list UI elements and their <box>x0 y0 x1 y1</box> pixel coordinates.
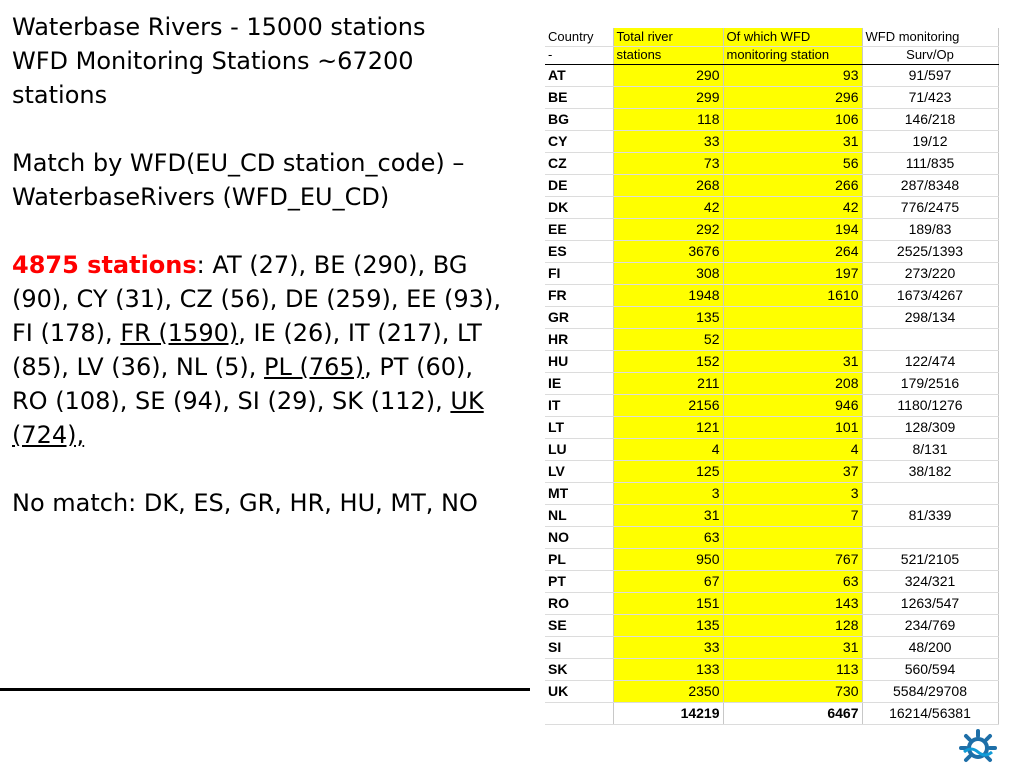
table-row <box>545 108 998 130</box>
table-row <box>545 306 998 328</box>
no-match-line: No match: DK, ES, GR, HR, HU, MT, NO <box>12 489 478 517</box>
header-cell: stations <box>613 46 723 64</box>
table-row <box>545 350 998 372</box>
divider-line <box>0 688 530 691</box>
table-cell: 560/594 <box>862 658 998 680</box>
table-cell: IT <box>545 394 613 416</box>
table-cell: 2156 <box>613 394 723 416</box>
table-cell: 946 <box>723 394 862 416</box>
table-cell: SI <box>545 636 613 658</box>
table-cell: 42 <box>723 196 862 218</box>
table-row <box>545 504 998 526</box>
match-line: Match by WFD(EU_CD station_code) – WaterbaseRivers (WFD_EU_CD) <box>12 149 465 211</box>
table-cell: 31 <box>723 130 862 152</box>
table-row <box>545 614 998 636</box>
table-cell: EE <box>545 218 613 240</box>
table-cell: 73 <box>613 152 723 174</box>
table-row <box>545 570 998 592</box>
table-cell: 42 <box>613 196 723 218</box>
table-cell: 290 <box>613 64 723 86</box>
table-row <box>545 438 998 460</box>
table-cell: AT <box>545 64 613 86</box>
table-row <box>545 482 998 504</box>
table-cell: 3 <box>613 482 723 504</box>
table-cell: HU <box>545 350 613 372</box>
table-cell: 48/200 <box>862 636 998 658</box>
table-cell: 1263/547 <box>862 592 998 614</box>
table-cell: NL <box>545 504 613 526</box>
matched-pl: PL (765) <box>264 353 365 381</box>
table-cell: 324/321 <box>862 570 998 592</box>
table-cell: 152 <box>613 350 723 372</box>
table-row <box>545 416 998 438</box>
table-cell: 143 <box>723 592 862 614</box>
table-cell: 208 <box>723 372 862 394</box>
table-cell: 63 <box>613 526 723 548</box>
table-row <box>545 284 998 306</box>
table-row <box>545 196 998 218</box>
matched-count: 4875 stations <box>12 251 197 279</box>
table-cell: 135 <box>613 614 723 636</box>
table-cell: BG <box>545 108 613 130</box>
table-cell <box>862 482 998 504</box>
table-cell: 1673/4267 <box>862 284 998 306</box>
table-cell: 1180/1276 <box>862 394 998 416</box>
table-cell: 292 <box>613 218 723 240</box>
header-cell: WFD monitoring <box>862 28 998 46</box>
table-cell: CY <box>545 130 613 152</box>
table-row <box>545 240 998 262</box>
table-cell: 299 <box>613 86 723 108</box>
table-cell: 118 <box>613 108 723 130</box>
table-cell: DK <box>545 196 613 218</box>
table-row <box>545 86 998 108</box>
table-cell: 146/218 <box>862 108 998 130</box>
table-cell: DE <box>545 174 613 196</box>
table-cell: PL <box>545 548 613 570</box>
slide-text <box>12 10 512 520</box>
table-cell: SE <box>545 614 613 636</box>
total-cell: 6467 <box>723 702 862 724</box>
table-cell: IE <box>545 372 613 394</box>
wfd-stations-line: WFD Monitoring Stations ~67200 stations <box>12 47 414 109</box>
table-cell: 111/835 <box>862 152 998 174</box>
matched-list-c: , PT (60), RO (108), SE (94), SI (29), SK (112), <box>12 353 473 415</box>
table-cell: 133 <box>613 658 723 680</box>
table-cell: 19/12 <box>862 130 998 152</box>
stations-table <box>545 28 999 725</box>
table-cell: 776/2475 <box>862 196 998 218</box>
table-cell: SK <box>545 658 613 680</box>
table-cell: 1610 <box>723 284 862 306</box>
table-cell: 151 <box>613 592 723 614</box>
table-cell: HR <box>545 328 613 350</box>
table-cell: 37 <box>723 460 862 482</box>
table-cell: 101 <box>723 416 862 438</box>
table-cell: 38/182 <box>862 460 998 482</box>
table-header-row <box>545 28 998 46</box>
table-cell: FR <box>545 284 613 306</box>
table-cell: LV <box>545 460 613 482</box>
table-row <box>545 592 998 614</box>
table-cell: 56 <box>723 152 862 174</box>
table-cell <box>862 328 998 350</box>
table-cell: 197 <box>723 262 862 284</box>
table-cell: 31 <box>723 636 862 658</box>
table-cell <box>723 328 862 350</box>
table-cell: 128 <box>723 614 862 636</box>
table-cell: 264 <box>723 240 862 262</box>
table-cell: 4 <box>613 438 723 460</box>
table-cell: 113 <box>723 658 862 680</box>
table-cell: 52 <box>613 328 723 350</box>
table-cell: 521/2105 <box>862 548 998 570</box>
table-row <box>545 130 998 152</box>
header-cell: monitoring station <box>723 46 862 64</box>
table-cell: NO <box>545 526 613 548</box>
table-row <box>545 460 998 482</box>
table-cell: 33 <box>613 636 723 658</box>
table-cell: 767 <box>723 548 862 570</box>
logo-icon <box>944 722 1004 764</box>
table-cell: LU <box>545 438 613 460</box>
table-cell <box>723 306 862 328</box>
table-cell: MT <box>545 482 613 504</box>
table-row <box>545 174 998 196</box>
table-cell: 296 <box>723 86 862 108</box>
table-cell: LT <box>545 416 613 438</box>
total-cell: 16214/56381 <box>862 702 998 724</box>
header-cell: - <box>545 46 613 64</box>
header-cell: Country <box>545 28 613 46</box>
table-cell: 266 <box>723 174 862 196</box>
table-cell: 1948 <box>613 284 723 306</box>
table-cell: 33 <box>613 130 723 152</box>
table-cell: BE <box>545 86 613 108</box>
matched-fr: FR (1590) <box>120 319 239 347</box>
table-cell: 308 <box>613 262 723 284</box>
table-row <box>545 262 998 284</box>
table-cell: 3 <box>723 482 862 504</box>
table-cell: 121 <box>613 416 723 438</box>
table-cell: ES <box>545 240 613 262</box>
table-cell: 2350 <box>613 680 723 702</box>
table-cell: 730 <box>723 680 862 702</box>
waterbase-line: Waterbase Rivers - 15000 stations <box>12 13 426 41</box>
table-cell: 8/131 <box>862 438 998 460</box>
table-cell: CZ <box>545 152 613 174</box>
table-cell: 106 <box>723 108 862 130</box>
table-cell: 135 <box>613 306 723 328</box>
table-cell: 2525/1393 <box>862 240 998 262</box>
table-row <box>545 372 998 394</box>
table-row <box>545 658 998 680</box>
table-cell: 194 <box>723 218 862 240</box>
table-row <box>545 328 998 350</box>
table-cell <box>723 526 862 548</box>
table-cell: GR <box>545 306 613 328</box>
table-cell: 273/220 <box>862 262 998 284</box>
table-header-row <box>545 46 998 64</box>
table-cell: RO <box>545 592 613 614</box>
table-cell: 128/309 <box>862 416 998 438</box>
table-cell: 287/8348 <box>862 174 998 196</box>
table-row <box>545 64 998 86</box>
table-cell: 7 <box>723 504 862 526</box>
table-total-row <box>545 702 998 724</box>
table-cell: 91/597 <box>862 64 998 86</box>
matched-stations-paragraph <box>12 248 512 452</box>
table-cell: 71/423 <box>862 86 998 108</box>
matched-uk: UK (724), <box>12 387 484 449</box>
table-cell: 189/83 <box>862 218 998 240</box>
table-row <box>545 526 998 548</box>
table-cell: 67 <box>613 570 723 592</box>
table-cell: 5584/29708 <box>862 680 998 702</box>
table-cell: 211 <box>613 372 723 394</box>
table-cell: 63 <box>723 570 862 592</box>
total-cell: 14219 <box>613 702 723 724</box>
table-cell: 298/134 <box>862 306 998 328</box>
stations-table-body <box>545 28 998 724</box>
matched-list-a: : AT (27), BE (290), BG (90), CY (31), CZ (56), DE (259), EE (93), FI (178), <box>12 251 501 347</box>
table-cell: 268 <box>613 174 723 196</box>
table-cell: 31 <box>613 504 723 526</box>
table-cell: 234/769 <box>862 614 998 636</box>
table-cell: 950 <box>613 548 723 570</box>
table-cell: 125 <box>613 460 723 482</box>
table-cell: 4 <box>723 438 862 460</box>
matched-list-b: , IE (26), IT (217), LT (85), LV (36), NL (5), <box>12 319 482 381</box>
table-cell: 179/2516 <box>862 372 998 394</box>
table-row <box>545 680 998 702</box>
table-cell: 81/339 <box>862 504 998 526</box>
table-cell: 122/474 <box>862 350 998 372</box>
table-cell: 93 <box>723 64 862 86</box>
table-cell: 3676 <box>613 240 723 262</box>
table-row <box>545 152 998 174</box>
table-row <box>545 218 998 240</box>
table-row <box>545 636 998 658</box>
table-row <box>545 548 998 570</box>
table-cell: UK <box>545 680 613 702</box>
table-cell: FI <box>545 262 613 284</box>
table-cell: PT <box>545 570 613 592</box>
header-cell: Total river <box>613 28 723 46</box>
total-cell <box>545 702 613 724</box>
table-cell: 31 <box>723 350 862 372</box>
table-row <box>545 394 998 416</box>
header-cell: Of which WFD <box>723 28 862 46</box>
table-cell <box>862 526 998 548</box>
header-cell: Surv/Op <box>862 46 998 64</box>
